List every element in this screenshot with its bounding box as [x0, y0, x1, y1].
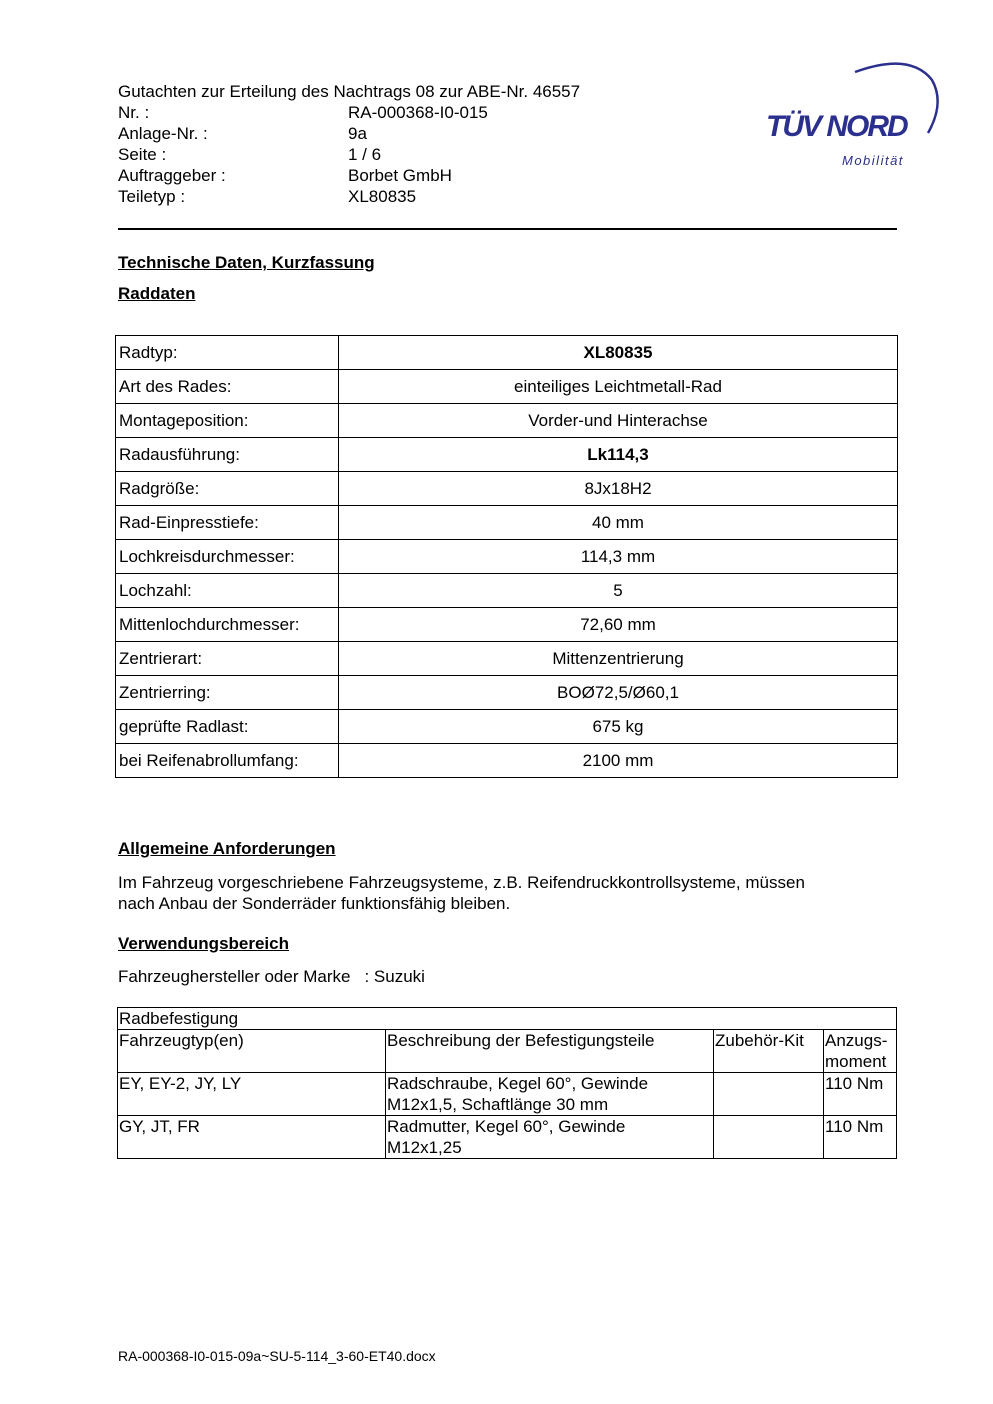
svg-text:TÜV NORD: TÜV NORD	[766, 110, 907, 143]
raddaten-value: 40 mm	[339, 506, 898, 540]
table-row	[116, 574, 898, 608]
svg-text:Mobilität: Mobilität	[842, 153, 904, 168]
raddaten-label: Radtyp:	[116, 336, 339, 370]
table-row	[116, 438, 898, 472]
table-row	[116, 608, 898, 642]
header-divider	[118, 228, 897, 230]
raddaten-label: Zentrierring:	[116, 676, 339, 710]
raddaten-label: geprüfte Radlast:	[116, 710, 339, 744]
raddaten-value: 675 kg	[339, 710, 898, 744]
raddaten-label: bei Reifenabrollumfang:	[116, 744, 339, 778]
table-row	[116, 370, 898, 404]
raddaten-value: 2100 mm	[339, 744, 898, 778]
header-row-auftraggeber: Auftraggeber : Borbet GmbH	[118, 166, 452, 185]
raddaten-label: Mittenlochdurchmesser:	[116, 608, 339, 642]
raddaten-label: Lochzahl:	[116, 574, 339, 608]
col-header-anzugsmoment: Anzugs- moment	[824, 1030, 897, 1073]
raddaten-label: Zentrierart:	[116, 642, 339, 676]
col-header-beschreibung: Beschreibung der Befestigungsteile	[386, 1030, 714, 1073]
footer-filename: RA-000368-I0-015-09a~SU-5-114_3-60-ET40.docx	[118, 1348, 436, 1364]
raddaten-value: Lk114,3	[339, 438, 898, 472]
raddaten-value: XL80835	[339, 336, 898, 370]
col-header-fahrzeugtyp: Fahrzeugtyp(en)	[118, 1030, 386, 1073]
header-row-anlage: Anlage-Nr. : 9a	[118, 124, 367, 143]
raddaten-value: 72,60 mm	[339, 608, 898, 642]
raddaten-label: Montageposition:	[116, 404, 339, 438]
section-heading-technische-daten: Technische Daten, Kurzfassung	[118, 253, 375, 272]
table-row	[116, 404, 898, 438]
table-row	[116, 744, 898, 778]
section-heading-verwendung: Verwendungsbereich	[118, 934, 289, 953]
marke-line: Fahrzeughersteller oder Marke : Suzuki	[118, 967, 425, 986]
allgemein-text: Im Fahrzeug vorgeschriebene Fahrzeugsysteme, z.B. Reifendruckkontrollsysteme, müssen nach Anbau der Sonderräder funktionsfähig bleiben.	[118, 873, 805, 913]
raddaten-label: Lochkreisdurchmesser:	[116, 540, 339, 574]
marke-value: Suzuki	[373, 967, 425, 986]
raddaten-label: Radausführung:	[116, 438, 339, 472]
raddaten-label: Rad-Einpresstiefe:	[116, 506, 339, 540]
table-row	[116, 336, 898, 370]
document-title: Gutachten zur Erteilung des Nachtrags 08 zur ABE-Nr. 46557	[118, 82, 581, 101]
raddaten-value: BOØ72,5/Ø60,1	[339, 676, 898, 710]
table-row	[116, 642, 898, 676]
header-row-nr: Nr. : RA-000368-I0-015	[118, 103, 488, 122]
document-header	[118, 81, 580, 207]
radbefestigung-title: Radbefestigung	[118, 1008, 897, 1030]
table-row: GY, JT, FR Radmutter, Kegel 60°, Gewinde M12x1,25 110 Nm	[118, 1116, 897, 1159]
table-row: EY, EY-2, JY, LY Radschraube, Kegel 60°, Gewinde M12x1,5, Schaftlänge 30 mm 110 Nm	[118, 1073, 897, 1116]
tuev-nord-logo	[760, 58, 945, 173]
header-row-seite: Seite : 1 / 6	[118, 145, 382, 164]
raddaten-value: Vorder-und Hinterachse	[339, 404, 898, 438]
section-heading-raddaten: Raddaten	[118, 284, 196, 303]
raddaten-value: 8Jx18H2	[339, 472, 898, 506]
table-row	[116, 676, 898, 710]
raddaten-table	[115, 335, 898, 778]
raddaten-value: Mittenzentrierung	[339, 642, 898, 676]
table-row	[116, 540, 898, 574]
table-header-row	[118, 1030, 897, 1073]
radbefestigung-table	[117, 1007, 897, 1159]
raddaten-label: Radgröße:	[116, 472, 339, 506]
table-row	[116, 710, 898, 744]
table-title-row	[118, 1008, 897, 1030]
header-row-teiletyp: Teiletyp : XL80835	[118, 187, 417, 206]
raddaten-value: einteiliges Leichtmetall-Rad	[339, 370, 898, 404]
raddaten-value: 114,3 mm	[339, 540, 898, 574]
col-header-zubehoer: Zubehör-Kit	[714, 1030, 824, 1073]
section-heading-allgemein: Allgemeine Anforderungen	[118, 839, 336, 858]
raddaten-value: 5	[339, 574, 898, 608]
raddaten-label: Art des Rades:	[116, 370, 339, 404]
table-row	[116, 506, 898, 540]
table-row	[116, 472, 898, 506]
